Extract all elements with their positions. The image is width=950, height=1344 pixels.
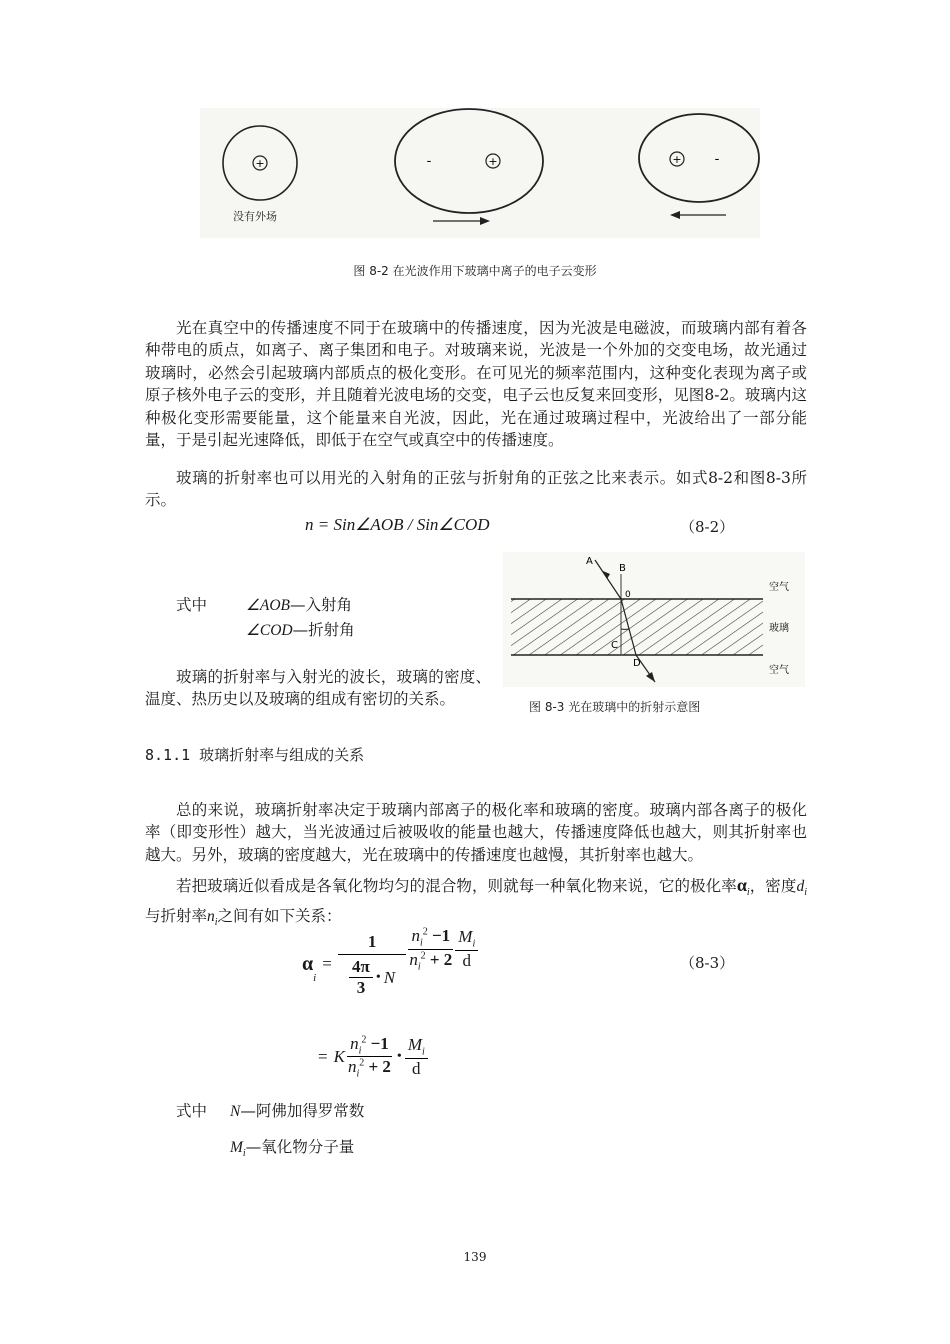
eq-dot-1: • — [375, 969, 381, 985]
p5-n: n — [207, 907, 215, 925]
p5-text-e: 之间有如下关系： — [217, 906, 342, 925]
eq-n-fraction-1 — [406, 926, 455, 972]
eq-n-4: n — [347, 1057, 357, 1077]
page-number: 139 — [463, 1250, 487, 1264]
incidence-angle-symbol: ∠AOB — [246, 597, 291, 614]
p5-text-a: 若把玻璃近似看成是各氧化物均匀的混合物，则就每一种氧化物来说，它的极化率 — [176, 877, 737, 895]
p5-text-c: 与折射率 — [145, 906, 208, 925]
eq-N: N — [383, 967, 396, 987]
label-B: B — [619, 563, 626, 574]
label-air-bottom: 空气 — [769, 665, 789, 676]
nucleus-3-plus: + — [672, 153, 682, 166]
eq-alpha: α — [302, 952, 314, 975]
eq-n-2: n — [409, 949, 418, 969]
paragraph-polarizability: 总的来说，玻璃折射率决定于玻璃内部离子的极化率和玻璃的密度。玻璃内部各离子的极化率（即变形性）越大，当光波通过后被吸收的能量也越大，传播速度降低也越大，则其折射率也越大。另外，玻璃的密度越大，光在玻璃中的传播速度也越慢，其折射率也越大。 — [145, 801, 807, 864]
eq-M-1-sub: i — [472, 938, 476, 950]
section-heading: 8.1.1 玻璃折射率与组成的关系 — [145, 746, 365, 764]
molecular-weight-desc: —氧化物分子量 — [245, 1138, 355, 1156]
eq-M-2-sub: i — [421, 1046, 425, 1058]
figure-8-2-caption: 图 8-2 在光波作用下玻璃中离子的电子云变形 — [353, 264, 597, 278]
eq-3: 3 — [356, 978, 366, 997]
eq-n-3-sup: 2 — [361, 1034, 367, 1046]
p5-n-sub: i — [214, 916, 218, 928]
eq-d-1: d — [462, 950, 472, 970]
eq-outer-num: 1 — [338, 930, 407, 955]
where-item-refraction-angle — [246, 618, 355, 640]
cloud-2-minus: - — [426, 154, 432, 169]
eq-equals-1: = — [322, 954, 332, 973]
p5-alpha: α — [736, 875, 747, 895]
equation-8-2: n = Sin∠AOB / Sin∠COD — [305, 515, 490, 534]
p5-d-sub: i — [804, 887, 807, 899]
nucleus-1-plus: + — [255, 157, 265, 170]
where-item-avogadro — [230, 1099, 364, 1121]
arrow-left-head — [670, 211, 680, 219]
incident-ray — [595, 560, 621, 599]
eq-n-den-2 — [345, 1057, 394, 1079]
label-glass: 玻璃 — [769, 623, 789, 634]
eq-n-4-sub: i — [356, 1068, 360, 1080]
paragraph-refraction-definition: 玻璃的折射率也可以用光的入射角的正弦与折射角的正弦之比来表示。如式8-2和图8-3所示。 — [145, 469, 807, 510]
eq-M-num-2 — [405, 1035, 428, 1058]
paragraph-refraction-factors: 玻璃的折射率与入射光的波长，玻璃的密度、温度、热历史以及玻璃的组成有密切的关系。 — [145, 668, 491, 709]
eq-n-1: n — [411, 926, 420, 946]
eq-n-3-sub: i — [358, 1045, 362, 1057]
eq-n-fraction-2 — [345, 1034, 394, 1080]
refraction-angle-symbol: ∠COD — [246, 622, 293, 639]
eq-n-num-1 — [408, 926, 453, 949]
eq-4pi: 4π — [349, 957, 373, 978]
eq-n-den-1 — [406, 950, 455, 972]
arrow-right-head — [480, 217, 490, 225]
equation-8-3-line2 — [318, 1034, 428, 1080]
eq-n-2-sup: 2 — [420, 949, 426, 961]
paragraph-light-speed: 光在真空中的传播速度不同于在玻璃中的传播速度，因为光波是电磁波，而玻璃内部有着各种带电的质点，如离子、离子集团和电子。对玻璃来说，光波是一个外加的交变电场，故光通过玻璃时，必然会引起玻璃内部质点的极化变形。在可见光的频率范围内，这种变化表现为离子或原子核外电子云的变形，并且随着光波电场的交变，电子云也反复来回变形，见图8-2。玻璃内这种极化变形需要能量，这个能量来自光波，因此，光在通过玻璃过程中，光波给出了一部分能量，于是引起光速降低，即低于在空气或真空中的传播速度。 — [145, 319, 807, 450]
eq-M-num-1 — [455, 927, 478, 950]
avogadro-desc: —阿佛加得罗常数 — [240, 1102, 365, 1120]
eq-n-2-sub: i — [417, 960, 421, 972]
label-D: D — [633, 658, 641, 669]
cloud-3-minus: - — [714, 152, 720, 167]
eq-M-over-d-2 — [405, 1035, 428, 1078]
eq-outer-fraction — [338, 930, 407, 998]
where-label-1: 式中 — [176, 596, 208, 614]
refraction-diagram — [503, 552, 805, 687]
label-A: A — [586, 556, 593, 567]
electron-cloud-diagram — [200, 108, 760, 238]
deformed-cloud-right — [395, 109, 543, 213]
eq-outer-den — [346, 955, 398, 998]
glass-slab — [511, 599, 763, 655]
figure-8-3-caption: 图 8-3 光在玻璃中的折射示意图 — [529, 700, 701, 714]
eq-M-1: M — [458, 927, 473, 947]
no-field-label: 没有外场 — [233, 210, 277, 223]
nucleus-2-plus: + — [488, 155, 498, 168]
label-C: C — [611, 640, 618, 651]
equation-8-3-number: （8-3） — [680, 954, 735, 972]
eq-dot-2: • — [396, 1048, 402, 1064]
equation-8-3-line1 — [302, 926, 478, 998]
eq-plus-two-1: + 2 — [425, 949, 453, 969]
where-label-2: 式中 — [176, 1102, 208, 1120]
eq-minus-one-2: −1 — [366, 1034, 389, 1053]
eq-alpha-sub: i — [313, 972, 317, 984]
eq-M-over-d-1 — [455, 927, 478, 970]
label-O: 0 — [625, 590, 631, 600]
refraction-angle-desc: —折射角 — [292, 621, 355, 639]
p5-text-b: ，密度 — [749, 877, 797, 895]
eq-minus-one-1: −1 — [427, 926, 451, 946]
where-item-molecular-weight — [230, 1135, 354, 1159]
molecular-weight-sub: i — [242, 1148, 246, 1160]
figure-8-2 — [200, 108, 760, 238]
incident-ray-arrowhead — [603, 571, 610, 579]
equation-8-2-number: （8-2） — [680, 518, 735, 536]
label-air-top: 空气 — [769, 582, 789, 593]
eq-K: K — [333, 1046, 345, 1066]
eq-n-num-2 — [347, 1034, 392, 1057]
deformed-cloud-left — [639, 114, 759, 202]
molecular-weight-symbol: M — [230, 1139, 243, 1156]
avogadro-symbol: N — [230, 1103, 241, 1120]
eq-n-1-sub: i — [419, 937, 423, 949]
eq-n-4-sup: 2 — [359, 1057, 365, 1069]
eq-4pi-over-3 — [349, 957, 373, 998]
incidence-angle-desc: —入射角 — [290, 596, 353, 614]
paragraph-oxide-relation — [145, 874, 807, 934]
p5-alpha-sub: i — [746, 887, 750, 899]
p5-d: d — [796, 878, 805, 895]
eq-plus-two-2: + 2 — [364, 1057, 391, 1077]
emergent-ray-arrowhead — [646, 672, 655, 682]
eq-M-2: M — [407, 1035, 422, 1055]
eq-d-2: d — [412, 1058, 421, 1078]
eq-n-1-sup: 2 — [422, 926, 428, 938]
eq-n-3: n — [350, 1034, 359, 1053]
eq-equals-2: = — [318, 1046, 328, 1066]
figure-8-3 — [503, 552, 805, 687]
where-item-incidence-angle — [246, 593, 352, 615]
